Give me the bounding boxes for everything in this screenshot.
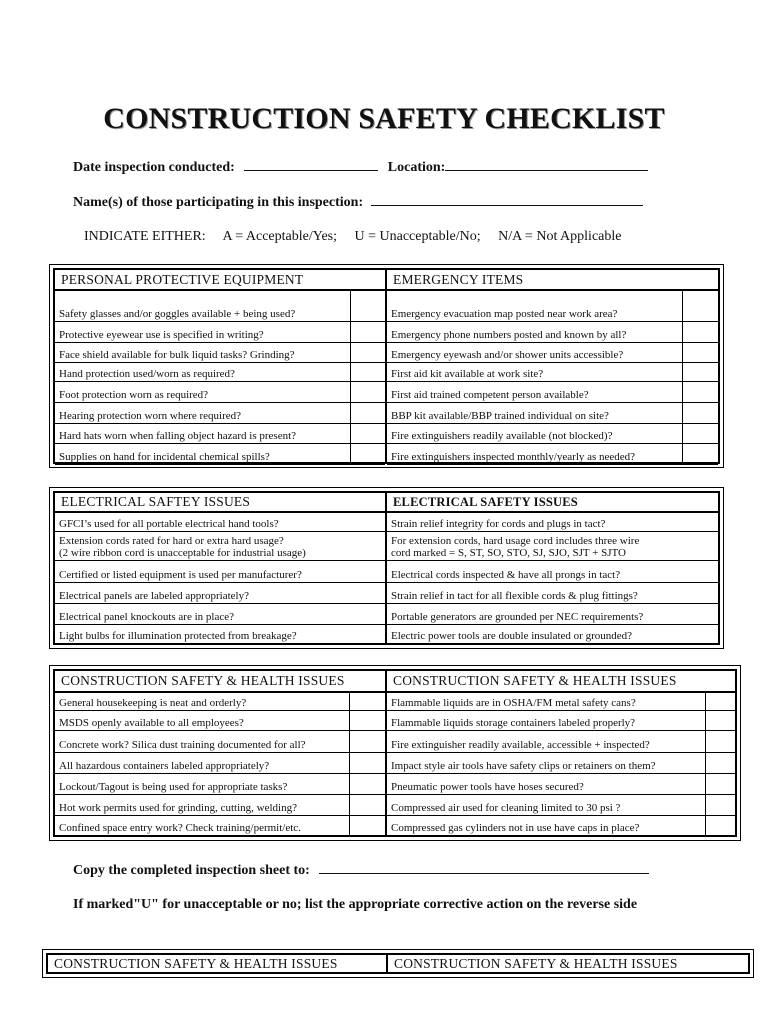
checklist-item-text: cord marked = S, ST, SO, STO, SJ, SJO, SJT + SJTO: [391, 547, 626, 559]
construction-left-header: CONSTRUCTION SAFETY & HEALTH ISSUES: [55, 671, 385, 693]
checklist-row[interactable]: [387, 583, 718, 604]
checklist-item-text: Compressed gas cylinders not in use have caps in place?: [391, 822, 640, 834]
checklist-row[interactable]: [55, 291, 385, 322]
electrical-left-header: ELECTRICAL SAFTEY ISSUES: [55, 493, 385, 513]
checklist-item-text: Concrete work? Silica dust training documented for all?: [59, 739, 306, 751]
legend-not-applicable: N/A = Not Applicable: [498, 229, 622, 244]
electrical-left-column: [55, 493, 385, 643]
checklist-row[interactable]: [55, 424, 385, 444]
checklist-row[interactable]: [55, 583, 385, 604]
date-field[interactable]: [244, 158, 378, 171]
electrical-right-column: [387, 493, 718, 643]
checklist-row[interactable]: [55, 561, 385, 583]
participants-line: [73, 193, 643, 211]
checklist-row[interactable]: [55, 322, 385, 343]
ppe-answer-column: [350, 291, 351, 462]
checklist-item-text: Face shield available for bulk liquid tasks? Grinding?: [59, 349, 295, 361]
checklist-row[interactable]: [387, 343, 718, 363]
checklist-item-text: Foot protection worn as required?: [59, 389, 209, 401]
checklist-item-text: Emergency evacuation map posted near work area?: [391, 308, 618, 320]
checklist-row[interactable]: [387, 774, 735, 795]
checklist-row[interactable]: [55, 604, 385, 625]
checklist-item-text: Hand protection used/worn as required?: [59, 368, 235, 380]
checklist-row[interactable]: [387, 363, 718, 382]
checklist-row[interactable]: [55, 816, 385, 836]
checklist-row[interactable]: [387, 561, 718, 583]
bottom-right-column: [388, 955, 748, 972]
emergency-header: EMERGENCY ITEMS: [387, 270, 718, 291]
checklist-row[interactable]: [387, 795, 735, 816]
copy-to-line: [73, 861, 649, 879]
location-label: Location:: [387, 160, 446, 175]
location-field[interactable]: [445, 158, 648, 171]
construction-health-table: [49, 665, 741, 841]
checklist-row[interactable]: [387, 382, 718, 403]
copy-to-field[interactable]: [319, 861, 649, 874]
checklist-row[interactable]: [55, 731, 385, 753]
checklist-item-text: Strain relief integrity for cords and plugs in tact?: [391, 518, 606, 530]
checklist-row[interactable]: [387, 444, 718, 465]
checklist-item-text: Lockout/Tagout is being used for appropriate tasks?: [59, 781, 288, 793]
checklist-item-text: Safety glasses and/or goggles available + being used?: [59, 308, 296, 320]
checklist-item-text: Electrical panels are labeled appropriately?: [59, 590, 249, 602]
checklist-item-text: Confined space entry work? Check training/permit/etc.: [59, 822, 301, 834]
legend-line: [84, 229, 635, 245]
checklist-row[interactable]: [55, 774, 385, 795]
checklist-item-text: Impact style air tools have safety clips or retainers on them?: [391, 760, 656, 772]
checklist-item-text: Protective eyewear use is specified in writing?: [59, 329, 264, 341]
checklist-row[interactable]: [387, 693, 735, 711]
checklist-item-text: (2 wire ribbon cord is unacceptable for industrial usage): [59, 547, 306, 559]
checklist-item-text: Strain relief in tact for all flexible cords & plug fittings?: [391, 590, 638, 602]
checklist-item-text: Flammable liquids are in OSHA/FM metal safety cans?: [391, 697, 636, 709]
copy-to-label: Copy the completed inspection sheet to:: [73, 863, 310, 878]
bottom-right-header: CONSTRUCTION SAFETY & HEALTH ISSUES: [394, 955, 678, 971]
date-location-line: [73, 158, 648, 176]
checklist-row[interactable]: [55, 532, 385, 561]
ppe-column: [55, 270, 385, 462]
checklist-row[interactable]: [55, 753, 385, 774]
checklist-row[interactable]: [55, 513, 385, 532]
checklist-row[interactable]: [55, 343, 385, 363]
construction-left-answer-column: [349, 693, 350, 835]
construction-health-table-frame: [53, 669, 737, 837]
checklist-item-text: Pneumatic power tools have hoses secured?: [391, 781, 584, 793]
checklist-row[interactable]: [387, 604, 718, 625]
checklist-row[interactable]: [55, 711, 385, 731]
checklist-row[interactable]: [387, 424, 718, 444]
checklist-row[interactable]: [55, 363, 385, 382]
ppe-emergency-table-frame: [53, 268, 720, 464]
date-label: Date inspection conducted:: [73, 160, 235, 175]
checklist-item-text: Hard hats worn when falling object hazard is present?: [59, 430, 297, 442]
checklist-item-text: Hearing protection worn where required?: [59, 410, 242, 422]
ppe-header: PERSONAL PROTECTIVE EQUIPMENT: [55, 270, 385, 291]
corrective-action-note: If marked"U" for unacceptable or no; list the appropriate corrective action on the reverse side: [73, 897, 638, 912]
checklist-item-text: Extension cords rated for hard or extra hard usage?: [59, 535, 284, 547]
participants-label: Name(s) of those participating in this inspection:: [73, 195, 364, 210]
ppe-emergency-table: [49, 264, 724, 468]
checklist-item-text: Fire extinguisher readily available, accessible + inspected?: [391, 739, 650, 751]
construction-right-header: CONSTRUCTION SAFETY & HEALTH ISSUES: [387, 671, 735, 693]
construction-right-column: [387, 671, 735, 835]
checklist-item-text: Portable generators are grounded per NEC requirements?: [391, 611, 644, 623]
checklist-row[interactable]: [55, 403, 385, 424]
checklist-item-text: General housekeeping is neat and orderly?: [59, 697, 247, 709]
electrical-right-header: ELECTRICAL SAFETY ISSUES: [387, 493, 718, 513]
electrical-table-frame: [53, 491, 720, 645]
checklist-row[interactable]: [387, 532, 718, 561]
checklist-row[interactable]: [387, 753, 735, 774]
construction-right-answer-column: [705, 693, 706, 835]
checklist-item-text: Hot work permits used for grinding, cutting, welding?: [59, 802, 297, 814]
checklist-item-text: Electrical panel knockouts are in place?: [59, 611, 234, 623]
checklist-item-text: For extension cords, hard usage cord includes three wire: [391, 535, 640, 547]
checklist-item-text: Fire extinguishers readily available (not blocked)?: [391, 430, 613, 442]
checklist-item-text: Light bulbs for illumination protected from breakage?: [59, 630, 297, 642]
checklist-row[interactable]: [387, 711, 735, 731]
checklist-item-text: First aid trained competent person available?: [391, 389, 589, 401]
construction-left-column: [55, 671, 385, 835]
page-title: CONSTRUCTION SAFETY CHECKLIST: [103, 102, 665, 135]
checklist-row[interactable]: [55, 382, 385, 403]
checklist-row[interactable]: [387, 513, 718, 532]
checklist-item-text: MSDS openly available to all employees?: [59, 717, 244, 729]
bottom-left-column: [48, 955, 386, 972]
checklist-item-text: Emergency eyewash and/or shower units accessible?: [391, 349, 624, 361]
checklist-item-text: Emergency phone numbers posted and known by all?: [391, 329, 627, 341]
checklist-item-text: Compressed air used for cleaning limited to 30 psi ?: [391, 802, 621, 814]
checklist-row[interactable]: [387, 291, 718, 322]
checklist-row[interactable]: [55, 444, 385, 465]
electrical-table: [49, 487, 724, 649]
checklist-item-text: Supplies on hand for incidental chemical spills?: [59, 451, 270, 463]
checklist-item-text: Flammable liquids storage containers labeled properly?: [391, 717, 636, 729]
checklist-item-text: First aid kit available at work site?: [391, 368, 544, 380]
emergency-column: [387, 270, 718, 462]
checklist-row[interactable]: [55, 625, 385, 644]
bottom-header-frame: [46, 953, 750, 974]
checklist-row[interactable]: [387, 625, 718, 644]
checklist-row[interactable]: [387, 403, 718, 424]
participants-field[interactable]: [371, 193, 643, 206]
checklist-item-text: All hazardous containers labeled appropriately?: [59, 760, 270, 772]
checklist-row[interactable]: [387, 322, 718, 343]
checklist-row[interactable]: [55, 795, 385, 816]
checklist-row[interactable]: [387, 816, 735, 836]
bottom-header-table: [42, 949, 754, 978]
legend-acceptable: A = Acceptable/Yes;: [222, 229, 338, 244]
bottom-left-header: CONSTRUCTION SAFETY & HEALTH ISSUES: [54, 955, 338, 971]
legend-lead: INDICATE EITHER:: [84, 229, 206, 244]
checklist-row[interactable]: [55, 693, 385, 711]
checklist-item-text: Electric power tools are double insulated or grounded?: [391, 630, 633, 642]
emergency-answer-column: [682, 291, 683, 462]
checklist-item-text: BBP kit available/BBP trained individual on site?: [391, 410, 609, 422]
checklist-row[interactable]: [387, 731, 735, 753]
checklist-item-text: Fire extinguishers inspected monthly/yearly as needed?: [391, 451, 636, 463]
checklist-item-text: GFCI’s used for all portable electrical hand tools?: [59, 518, 279, 530]
checklist-item-text: Electrical cords inspected & have all prongs in tact?: [391, 569, 621, 581]
checklist-item-text: Certified or listed equipment is used per manufacturer?: [59, 569, 302, 581]
legend-unacceptable: U = Unacceptable/No;: [354, 229, 481, 244]
